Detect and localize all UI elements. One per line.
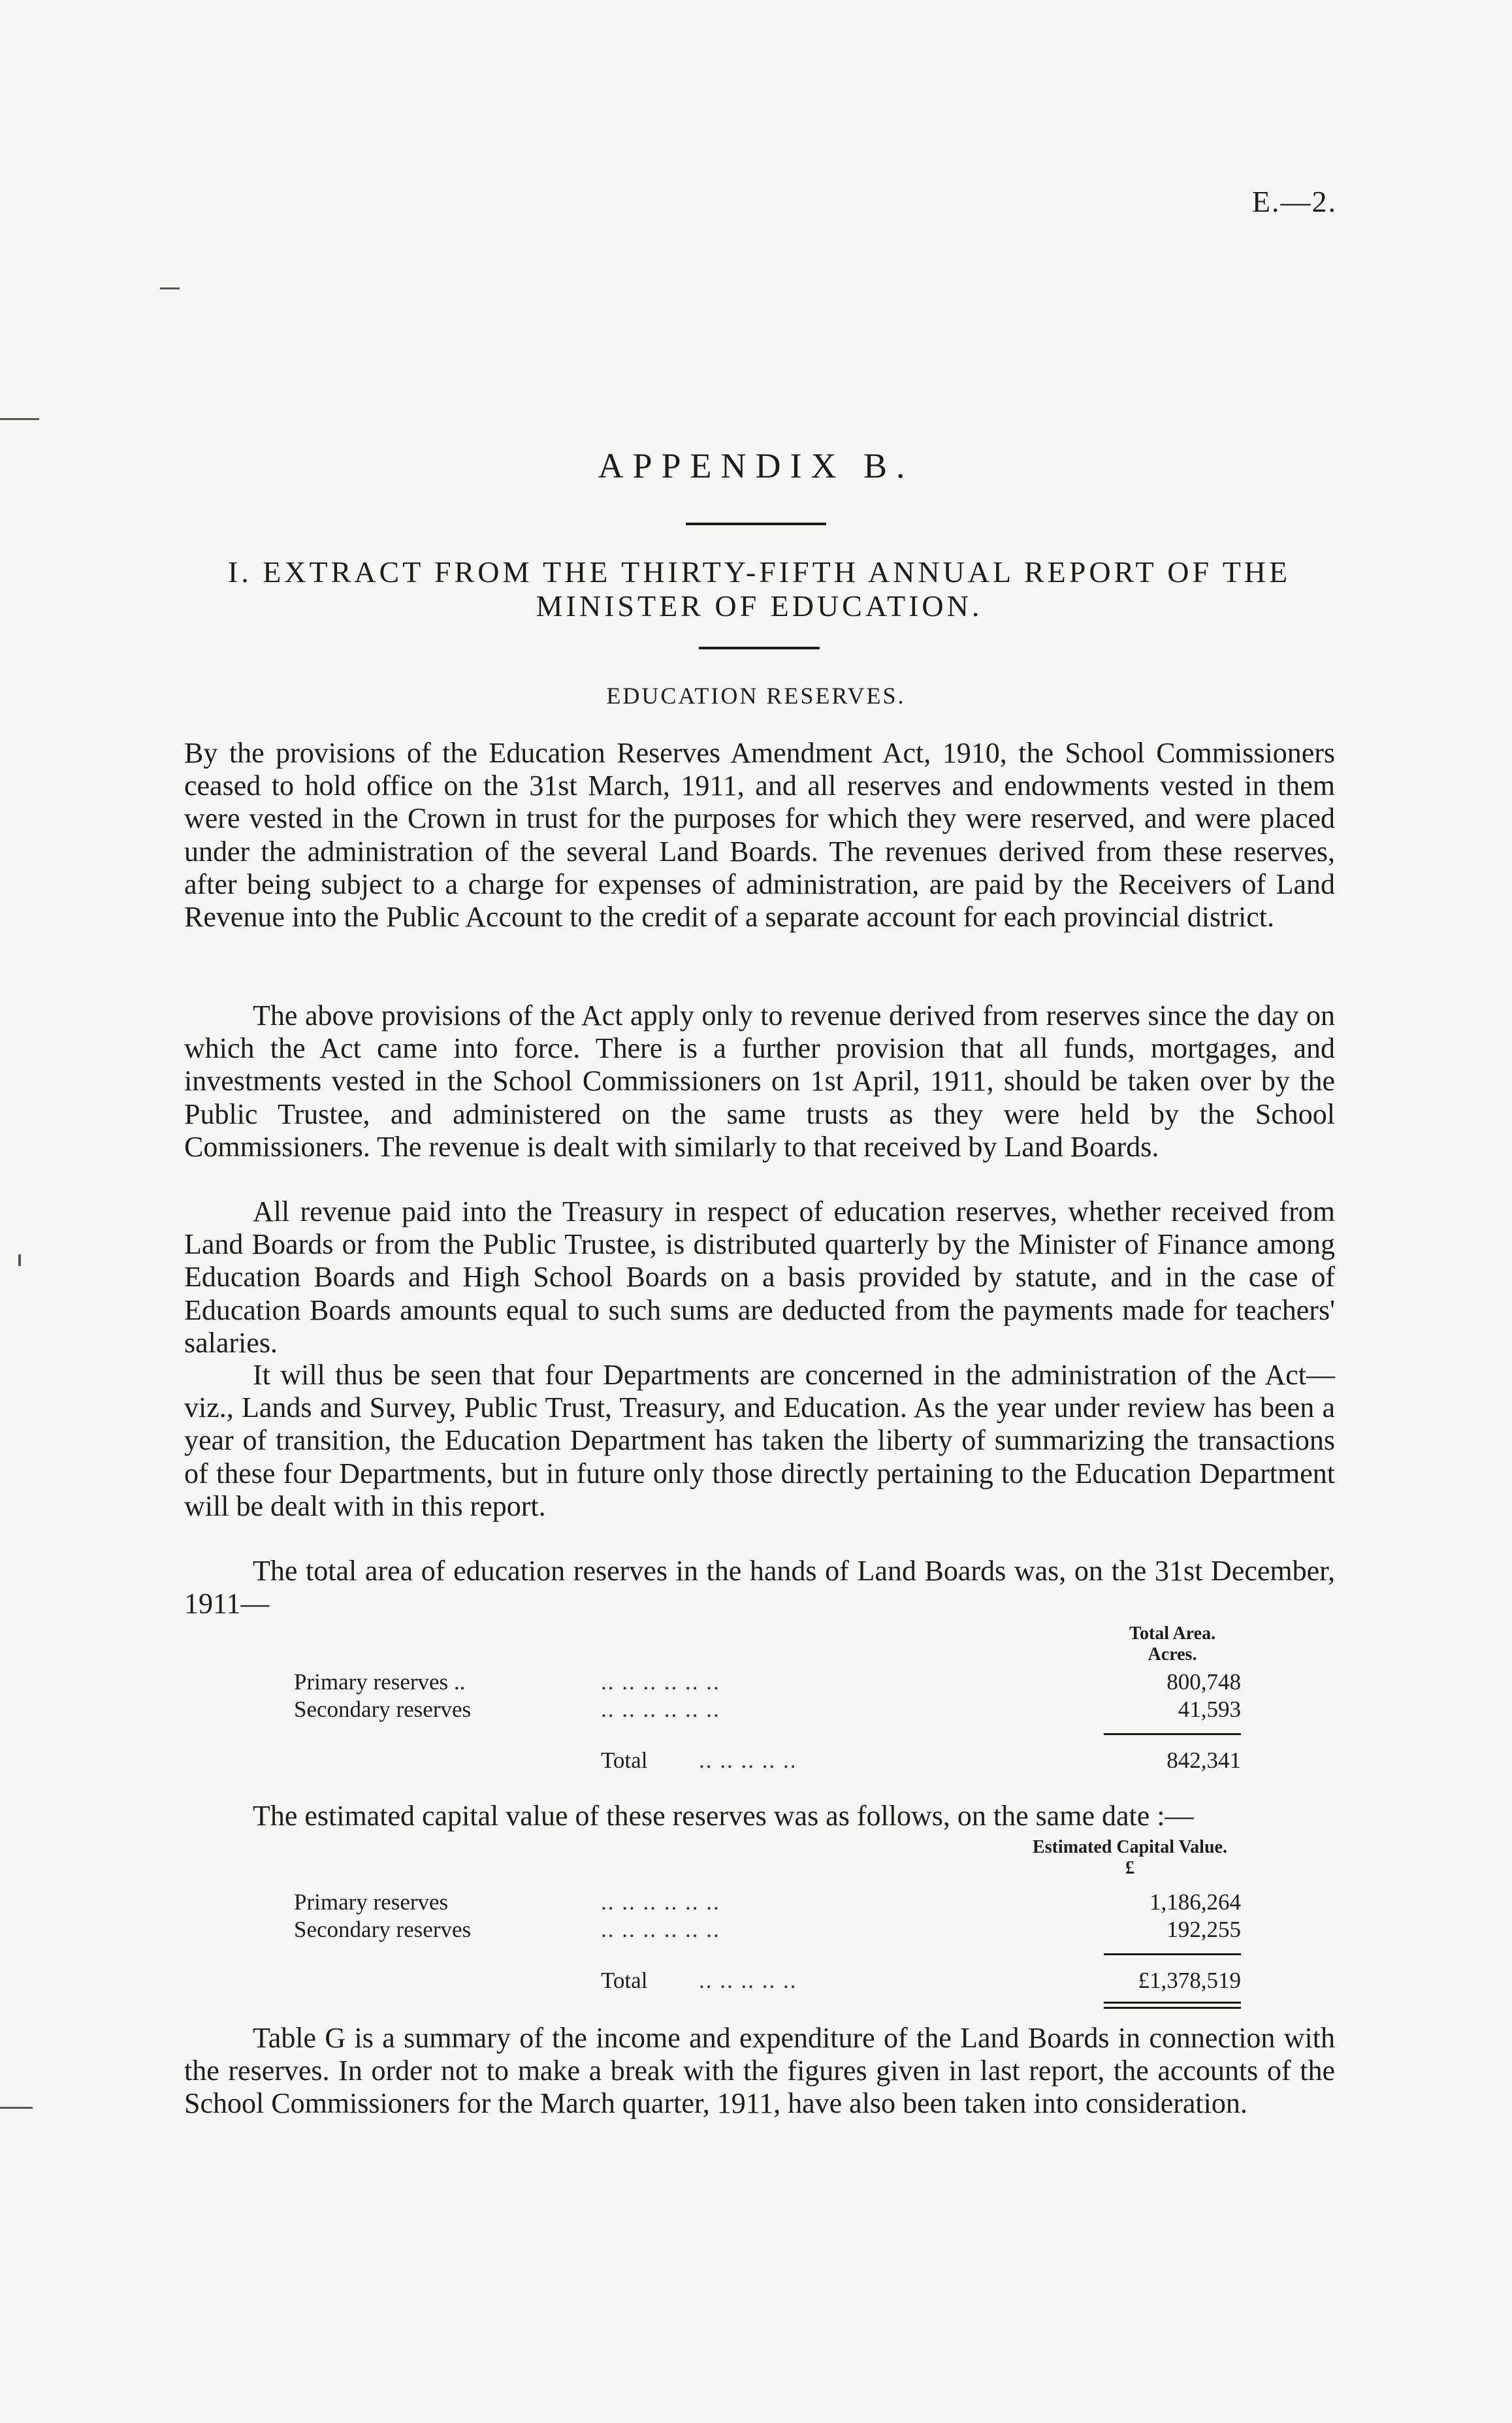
paragraph-3: All revenue paid into the Treasury in respect of education reserves, whether received from Land Boards or from the Public Trustee, is distributed quarterly by the Minister of Finance among Education Boards and High School Boards on a basis provided by statute, and in the case of Education Boards amounts equal to such sums are deducted from the payments made for teachers' salaries. (184, 1195, 1335, 1359)
total-row (294, 1968, 1241, 1996)
table-row (294, 1889, 1241, 1918)
scan-mark (0, 418, 39, 420)
total-value: £1,378,519 (1138, 1968, 1241, 1993)
total-rule (1104, 1953, 1241, 1955)
extract-title: I. EXTRACT FROM THE THIRTY-FIFTH ANNUAL REPORT OF THE MINISTER OF EDUCATION. (227, 555, 1291, 623)
extract-divider (699, 647, 820, 649)
capital-intro: The estimated capital value of these reserves was as follows, on the same date :— (253, 1800, 1194, 1832)
closing-paragraph: Table G is a summary of the income and expenditure of the Land Boards in connection with the reserves. In order not to make a break with the figures given in last report, the accounts of the School Commissioners for the March quarter, 1911, have also been taken into consideration. (184, 2022, 1335, 2120)
leader-dots: .. .. .. .. .. .. (601, 1917, 720, 1942)
paragraph-1: By the provisions of the Education Reserves Amendment Act, 1910, the School Commissioners ceased to hold office on the 31st March, 1911, and all reserves and endowments vested in them were vested in the Crown in trust for the purposes for which they were reserved, and were placed under the administration of the several Land Boards. The revenues derived from these reserves, after being subject to a charge for expenses of administration, are paid by the Receivers of Land Revenue into the Public Account to the credit of a separate account for each provincial district. (184, 737, 1335, 934)
table-row (294, 1669, 1241, 1698)
double-rule-bottom (1104, 2007, 1241, 2009)
table-row (294, 1917, 1241, 1945)
scan-mark (0, 2107, 33, 2109)
total-rule (1104, 1733, 1241, 1735)
paragraph-2: The above provisions of the Act apply only to revenue derived from reserves since the day on which the Act came into force. There is a further provision that all funds, mortgages, and investments vested in the School Commissioners on 1st April, 1911, should be taken over by the Public Trustee, and administered on the same trusts as they were held by the School Commissioners. The revenue is dealt with similarly to that received by Land Boards. (184, 1000, 1335, 1163)
appendix-title: APPENDIX B. (598, 446, 914, 485)
area-table (294, 1623, 1241, 1780)
capital-table-header (1012, 1837, 1247, 1879)
total-value: 842,341 (1166, 1748, 1241, 1773)
table-row (294, 1697, 1241, 1725)
title-divider (686, 523, 826, 525)
leader-dots: .. .. .. .. .. .. (601, 1889, 720, 1915)
leader-dots: .. .. .. .. .. .. (601, 1697, 720, 1722)
row-label: Secondary reserves (294, 1697, 472, 1722)
paragraph-4: It will thus be seen that four Departments are concerned in the administration of the Act—viz., Lands and Survey, Public Trust, Treasury, and Education. As the year under review has been a year of transition, the Education Department has taken the liberty of summarizing the transactions of these four Departments, but in future only those directly pertaining to the Education Department will be dealt with in this report. (184, 1359, 1335, 1522)
total-label: Total (601, 1748, 648, 1773)
leader-dots: .. .. .. .. .. (699, 1748, 797, 1773)
row-label: Primary reserves .. (294, 1669, 466, 1695)
area-table-header (1104, 1623, 1241, 1665)
total-label: Total (601, 1968, 648, 1993)
paragraph-5: The total area of education reserves in the hands of Land Boards was, on the 31st December, 1911— (184, 1555, 1335, 1620)
leader-dots: .. .. .. .. .. .. (601, 1669, 720, 1695)
total-row (294, 1748, 1241, 1776)
double-rule-top (1104, 2002, 1241, 2004)
row-label: Primary reserves (294, 1889, 449, 1915)
leader-dots: .. .. .. .. .. (699, 1968, 797, 1993)
row-value: 41,593 (1178, 1697, 1241, 1722)
scan-mark (18, 1254, 21, 1266)
capital-table (294, 1837, 1241, 2007)
scan-mark (160, 287, 180, 289)
capital-table-header-title: Estimated Capital Value. (1033, 1837, 1227, 1857)
section-heading: EDUCATION RESERVES. (606, 683, 906, 709)
area-table-header-unit: Acres. (1148, 1644, 1197, 1665)
row-value: 800,748 (1166, 1669, 1241, 1695)
row-value: 1,186,264 (1150, 1889, 1241, 1915)
row-label: Secondary reserves (294, 1917, 472, 1942)
row-value: 192,255 (1166, 1917, 1241, 1942)
page-reference: E.—2. (1251, 185, 1337, 218)
area-table-header-title: Total Area. (1129, 1623, 1216, 1644)
capital-table-header-unit: £ (1125, 1858, 1134, 1878)
